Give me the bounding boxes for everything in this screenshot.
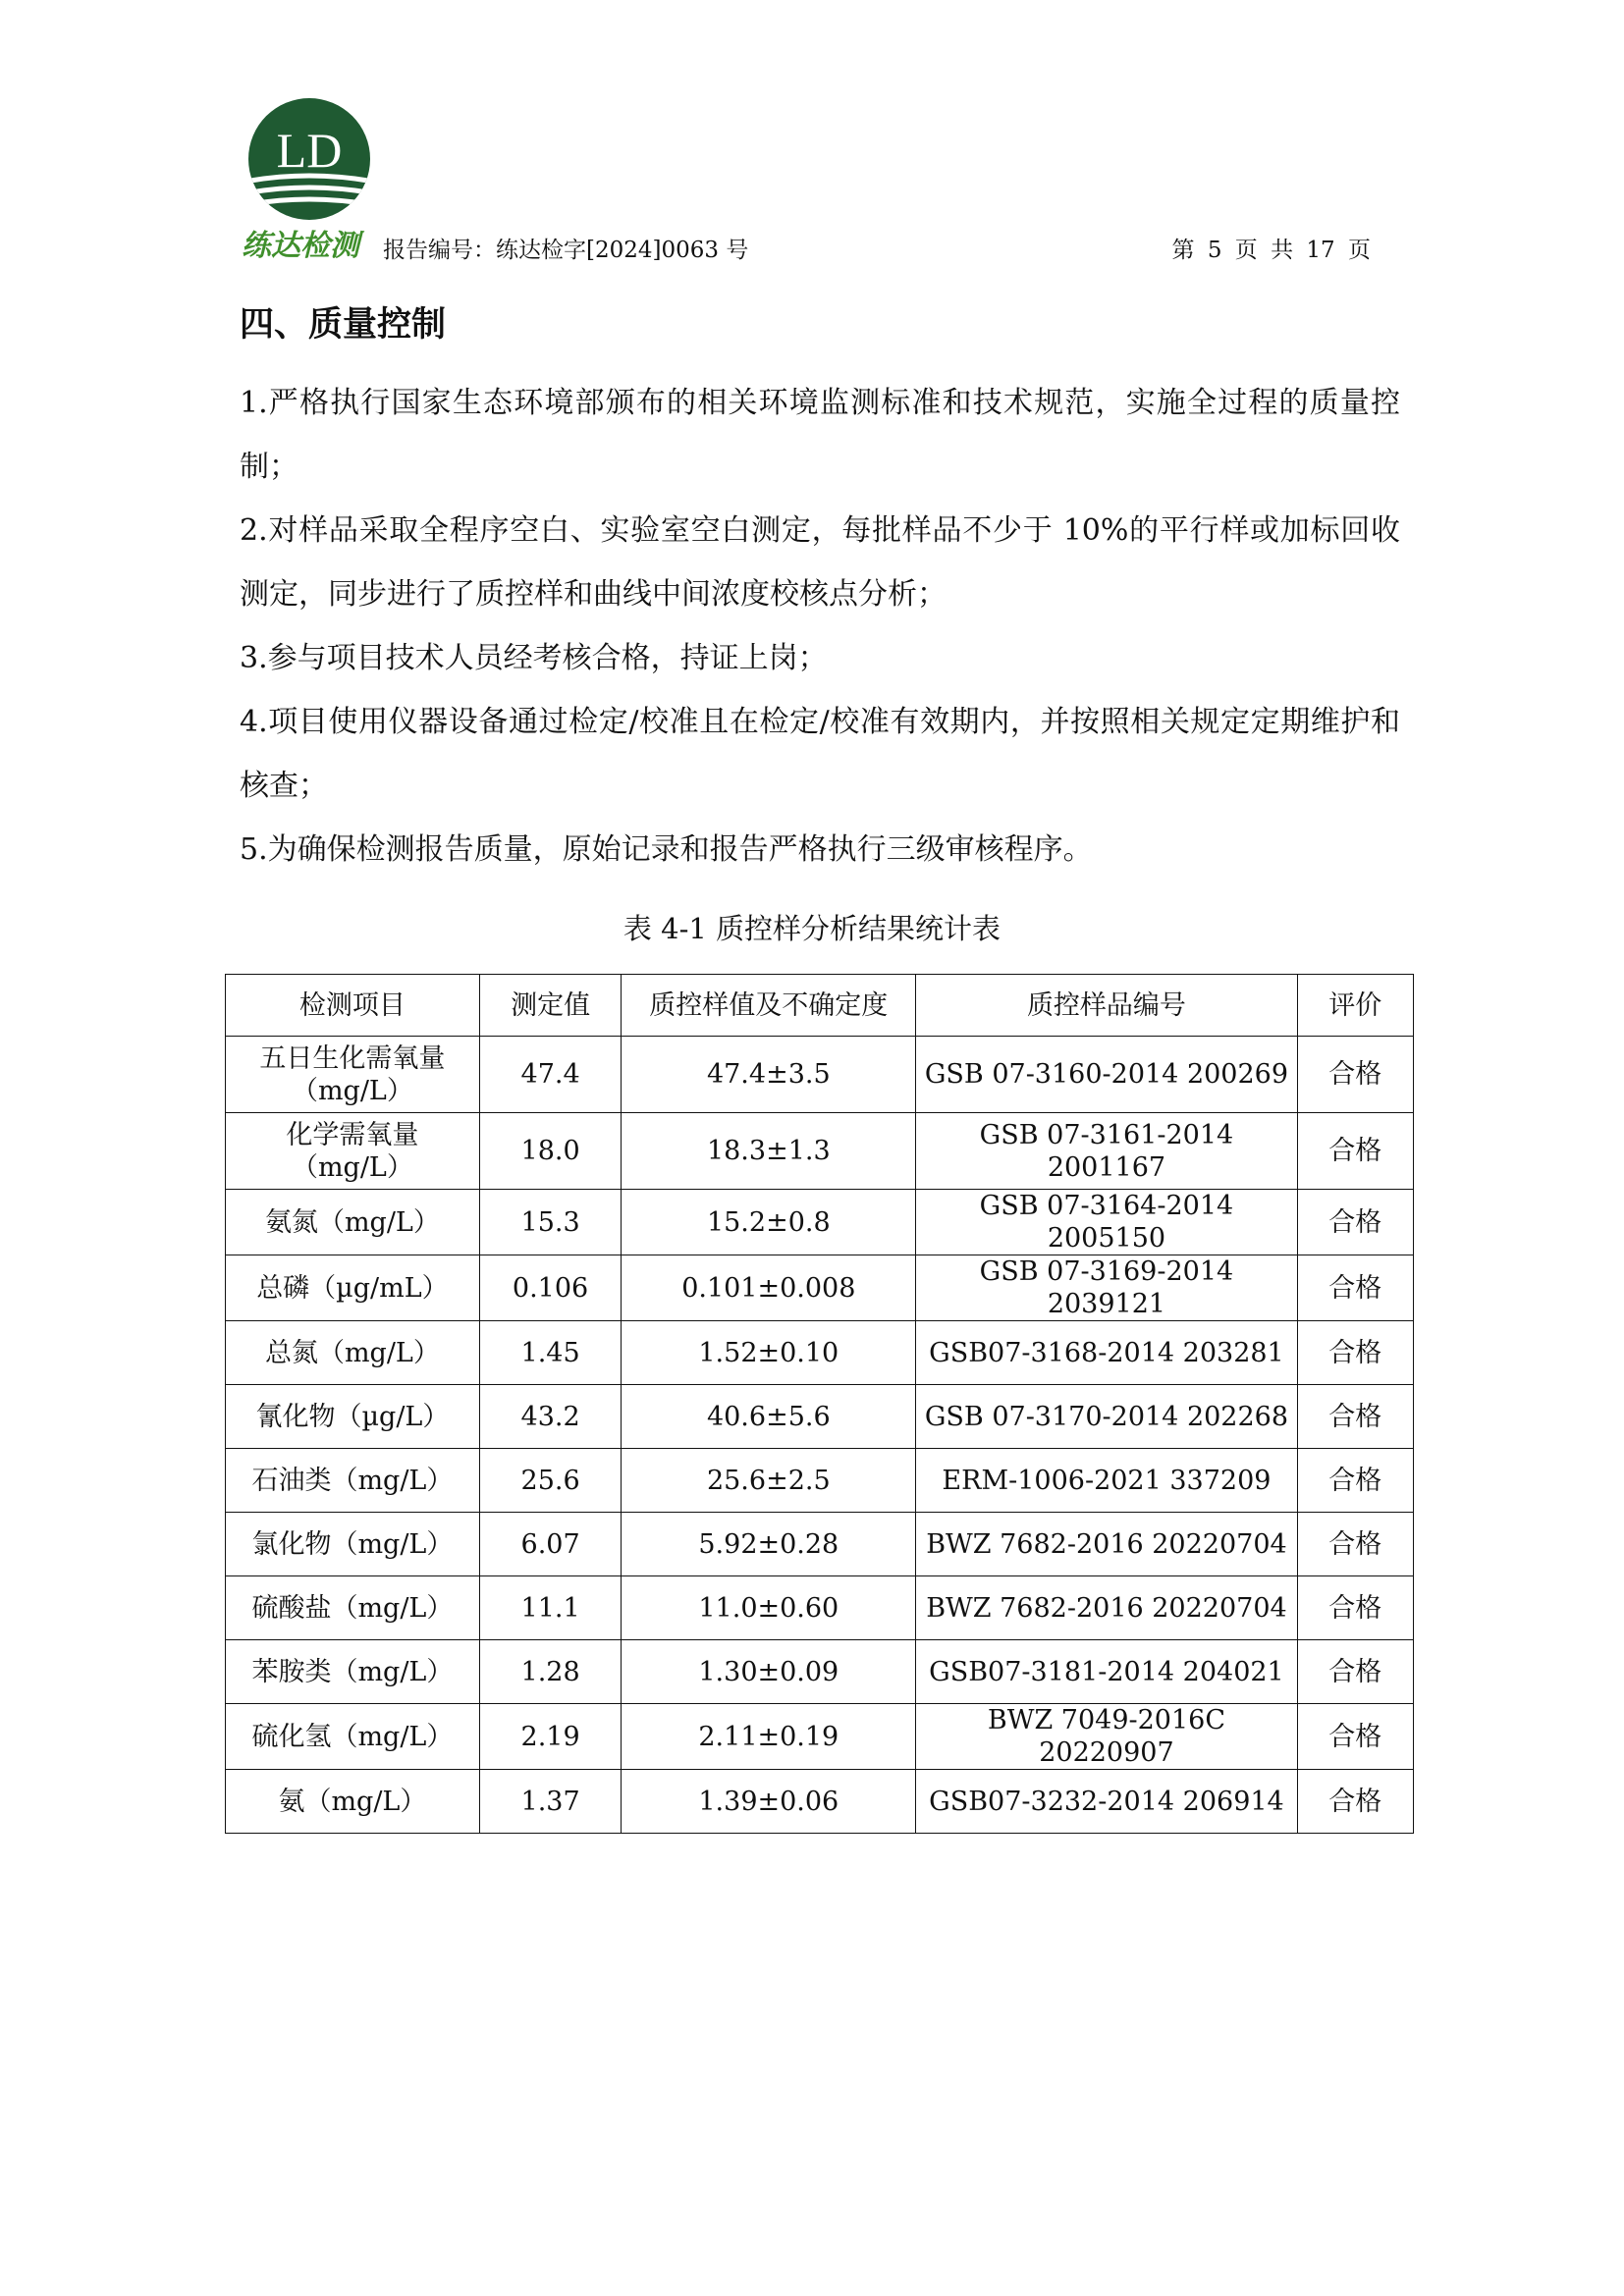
cell-value: 43.2: [479, 1385, 621, 1449]
cell-item: [226, 1037, 480, 1113]
column-header: 测定值: [479, 975, 621, 1037]
paragraph-1: 1.严格执行国家生态环境部颁布的相关环境监测标准和技术规范，实施全过程的质量控制；: [240, 386, 1400, 484]
cell-reference: 2.11±0.19: [622, 1704, 916, 1770]
qc-results-table: [225, 974, 1414, 1834]
cell-sample-id: BWZ 7049-2016C 20220907: [916, 1704, 1297, 1770]
cell-item: 苯胺类（mg/L）: [226, 1640, 480, 1704]
cell-value: 1.28: [479, 1640, 621, 1704]
cell-value: 25.6: [479, 1449, 621, 1513]
cell-item: 氰化物（µg/L）: [226, 1385, 480, 1449]
cell-result: 合格: [1297, 1037, 1413, 1113]
cell-result: 合格: [1297, 1576, 1413, 1640]
table-header-row: [226, 975, 1414, 1037]
cell-item: 氯化物（mg/L）: [226, 1513, 480, 1576]
table-row: [226, 1113, 1414, 1190]
cell-result: 合格: [1297, 1449, 1413, 1513]
cell-item: [226, 1113, 480, 1190]
report-number: 报告编号：练达检字[2024]0063 号: [383, 238, 749, 263]
table-row: [226, 1640, 1414, 1704]
cell-value: 6.07: [479, 1513, 621, 1576]
cell-result: 合格: [1297, 1190, 1413, 1255]
cell-sample-id: GSB 07-3161-2014 2001167: [916, 1113, 1297, 1190]
column-header: 质控样值及不确定度: [622, 975, 916, 1037]
item-name: 五日生化需氧量: [259, 1042, 446, 1074]
cell-value: 47.4: [479, 1037, 621, 1113]
cell-reference: 25.6±2.5: [622, 1449, 916, 1513]
table-row: [226, 1770, 1414, 1834]
table-row: [226, 1255, 1414, 1321]
cell-value: 11.1: [479, 1576, 621, 1640]
table-row: [226, 1513, 1414, 1576]
cell-result: 合格: [1297, 1640, 1413, 1704]
item-unit: （mg/L）: [291, 1075, 413, 1106]
cell-sample-id: GSB07-3181-2014 204021: [916, 1640, 1297, 1704]
cell-sample-id: GSB 07-3164-2014 2005150: [916, 1190, 1297, 1255]
cell-result: 合格: [1297, 1113, 1413, 1190]
table-row: [226, 1449, 1414, 1513]
cell-result: 合格: [1297, 1385, 1413, 1449]
cell-item: 总氮（mg/L）: [226, 1321, 480, 1385]
column-header: 质控样品编号: [916, 975, 1297, 1037]
cell-reference: 5.92±0.28: [622, 1513, 916, 1576]
logo-emblem-icon: [240, 98, 379, 267]
cell-result: 合格: [1297, 1321, 1413, 1385]
item-unit: （mg/L）: [291, 1151, 413, 1183]
cell-item: 总磷（µg/mL）: [226, 1255, 480, 1321]
paragraph-5: 5.为确保检测报告质量，原始记录和报告严格执行三级审核程序。: [240, 832, 1093, 867]
cell-reference: 1.30±0.09: [622, 1640, 916, 1704]
column-header: 检测项目: [226, 975, 480, 1037]
cell-value: 0.106: [479, 1255, 621, 1321]
cell-reference: 15.2±0.8: [622, 1190, 916, 1255]
cell-item: 氨（mg/L）: [226, 1770, 480, 1834]
cell-value: 2.19: [479, 1704, 621, 1770]
paragraph-3: 3.参与项目技术人员经考核合格，持证上岗；: [240, 641, 828, 675]
section-title: 四、质量控制: [240, 305, 447, 345]
cell-reference: 47.4±3.5: [622, 1037, 916, 1113]
cell-value: 15.3: [479, 1190, 621, 1255]
cell-sample-id: BWZ 7682-2016 20220704: [916, 1576, 1297, 1640]
cell-sample-id: GSB 07-3160-2014 200269: [916, 1037, 1297, 1113]
cell-result: 合格: [1297, 1255, 1413, 1321]
cell-sample-id: GSB07-3168-2014 203281: [916, 1321, 1297, 1385]
paragraph-4: 4.项目使用仪器设备通过检定/校准且在检定/校准有效期内，并按照相关规定定期维护和核查；: [240, 705, 1400, 803]
table-caption: 表 4-1 质控样分析结果统计表: [623, 912, 1001, 945]
cell-item: 氨氮（mg/L）: [226, 1190, 480, 1255]
cell-item: 硫化氢（mg/L）: [226, 1704, 480, 1770]
cell-sample-id: GSB07-3232-2014 206914: [916, 1770, 1297, 1834]
cell-item: 石油类（mg/L）: [226, 1449, 480, 1513]
cell-reference: 1.39±0.06: [622, 1770, 916, 1834]
cell-value: 1.37: [479, 1770, 621, 1834]
cell-reference: 11.0±0.60: [622, 1576, 916, 1640]
company-logo: [240, 98, 379, 267]
logo-caption: 练达检测: [242, 229, 359, 263]
cell-sample-id: BWZ 7682-2016 20220704: [916, 1513, 1297, 1576]
table-row: [226, 1037, 1414, 1113]
cell-value: 1.45: [479, 1321, 621, 1385]
table-row: [226, 1190, 1414, 1255]
table-row: [226, 1704, 1414, 1770]
cell-result: 合格: [1297, 1513, 1413, 1576]
column-header: 评价: [1297, 975, 1413, 1037]
cell-reference: 18.3±1.3: [622, 1113, 916, 1190]
cell-result: 合格: [1297, 1704, 1413, 1770]
table-row: [226, 1385, 1414, 1449]
cell-value: 18.0: [479, 1113, 621, 1190]
logo-letters: LD: [276, 123, 343, 178]
cell-reference: 1.52±0.10: [622, 1321, 916, 1385]
table-row: [226, 1576, 1414, 1640]
cell-result: 合格: [1297, 1770, 1413, 1834]
cell-sample-id: GSB 07-3170-2014 202268: [916, 1385, 1297, 1449]
cell-reference: 0.101±0.008: [622, 1255, 916, 1321]
paragraph-2: 2.对样品采取全程序空白、实验室空白测定，每批样品不少于 10%的平行样或加标回收测定，同步进行了质控样和曲线中间浓度校核点分析；: [240, 513, 1400, 612]
page-number: 第 5 页 共 17 页: [1171, 238, 1371, 263]
item-name: 化学需氧量: [286, 1119, 419, 1150]
cell-item: 硫酸盐（mg/L）: [226, 1576, 480, 1640]
cell-reference: 40.6±5.6: [622, 1385, 916, 1449]
quality-control-text: [240, 371, 1400, 881]
table-row: [226, 1321, 1414, 1385]
cell-sample-id: ERM-1006-2021 337209: [916, 1449, 1297, 1513]
cell-sample-id: GSB 07-3169-2014 2039121: [916, 1255, 1297, 1321]
